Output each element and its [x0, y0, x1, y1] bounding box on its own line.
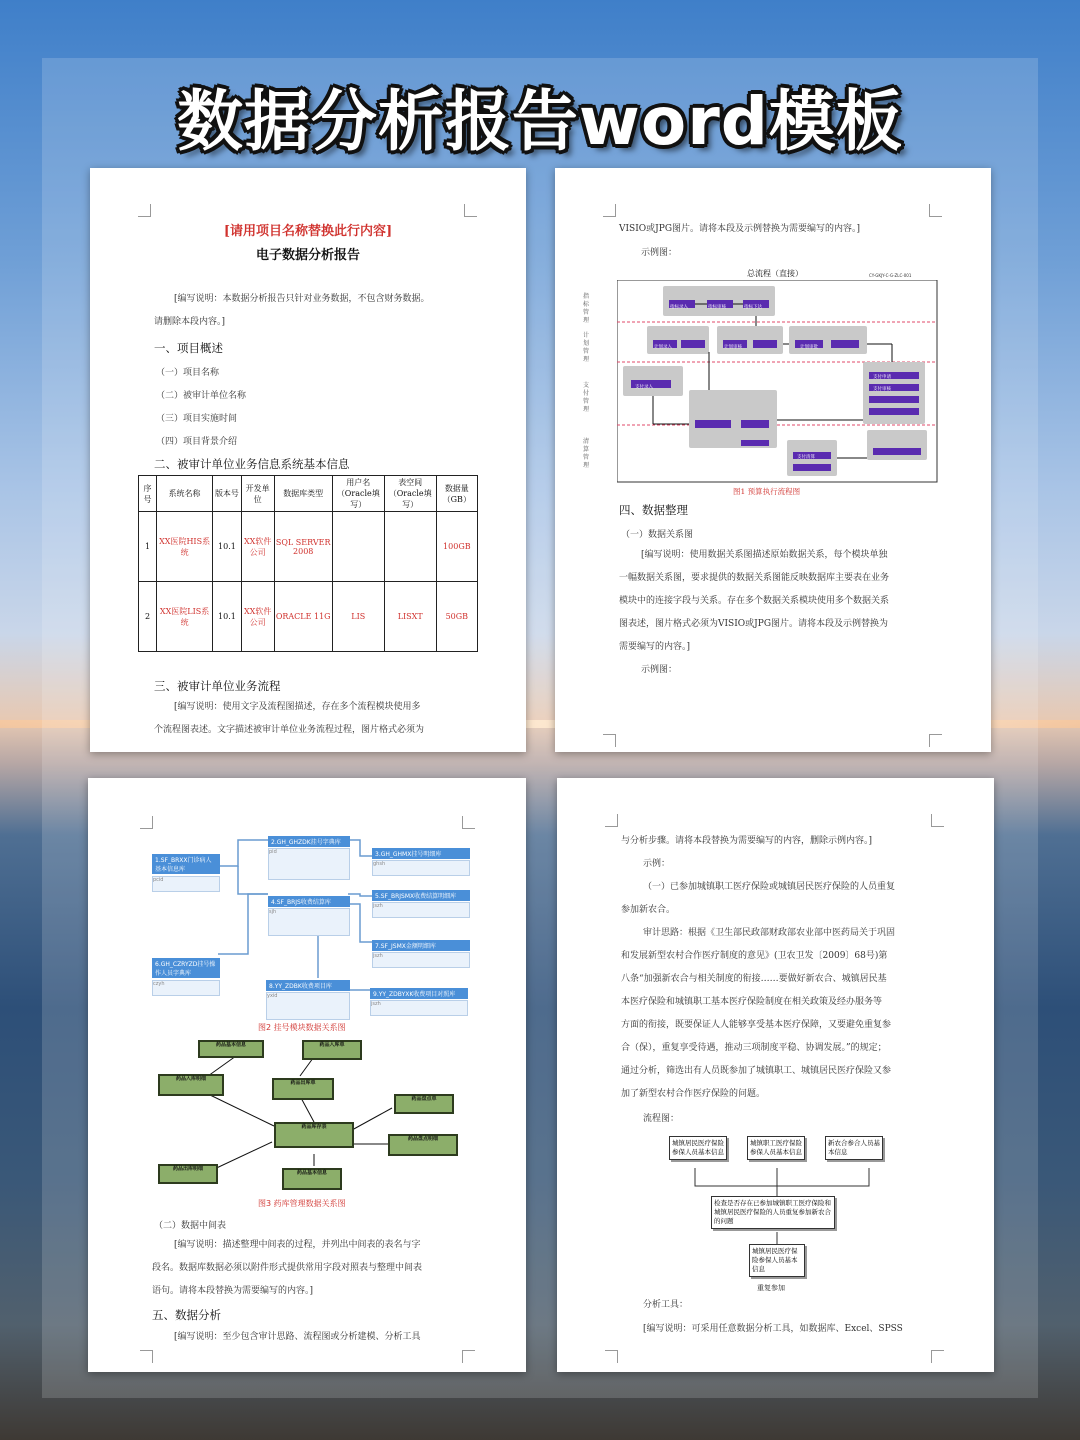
cell: 2 — [139, 582, 157, 652]
er-table-body — [152, 876, 220, 892]
item-2: （二）被审计单位名称 — [156, 391, 247, 401]
flowchart-label: 流程图： — [643, 1114, 680, 1124]
flow-box: 指标审核 — [708, 305, 726, 310]
pharmacy-table: 药品基本信息 — [198, 1040, 264, 1058]
note-4-line: 图表述，图片格式必须为VISIO或JPG图片。请将本段及示例替换为 — [619, 619, 889, 629]
er-table-header: 3.GH_GHMX挂号明细库 — [372, 848, 470, 859]
er-field: pid — [269, 849, 277, 855]
para-line: 合（保），重复享受待遇，推动三项制度平稳、协调发展。”的规定； — [621, 1043, 887, 1053]
section-4-heading: 四、数据整理 — [619, 503, 688, 517]
flow-code: CY-GKJY-C-G-ZLC-001 — [869, 273, 912, 278]
er-field: jszh — [371, 1001, 381, 1007]
crop-mark — [931, 1350, 944, 1363]
th-data-size: 数据量（GB） — [436, 476, 477, 512]
note-4-line: [编写说明：使用数据关系图描述原始数据关系，每个模块单独 — [641, 550, 888, 560]
er-table-body — [372, 952, 470, 968]
cell: SQL SERVER 2008 — [274, 512, 332, 582]
er-table-header: 4.SF_BRJS收费结算库 — [268, 896, 350, 907]
crop-mark — [464, 204, 477, 217]
cell — [384, 512, 436, 582]
item-1: （一）项目名称 — [156, 368, 220, 378]
example-label: 示例图： — [641, 665, 678, 675]
note-1b: 请删除本段内容。] — [154, 317, 226, 327]
note-1: [编写说明：本数据分析报告只针对业务数据，不包含财务数据。 — [174, 294, 430, 304]
para-line: 本医疗保险和城镇职工基本医疗保险制度在相关政策及经办服务等 — [621, 997, 883, 1007]
pharmacy-table: 药品盘点单 — [394, 1094, 454, 1114]
note-line: 语句。请将本段替换为需要编写的内容。] — [152, 1286, 314, 1296]
th-developer: 开发单位 — [241, 476, 274, 512]
flow-box: 支付清算 — [797, 455, 815, 460]
pharmacy-table: 药品入库单 — [302, 1040, 362, 1060]
er-field: sjh — [269, 909, 277, 915]
section-1-heading: 一、项目概述 — [154, 341, 223, 355]
tools-note: [编写说明：可采用任意数据分析工具，如数据库、Excel、SPSS — [643, 1324, 903, 1334]
er-table-body — [266, 992, 350, 1020]
crop-mark — [603, 734, 616, 747]
figure-2-caption: 图2 挂号模块数据关系图 — [258, 1023, 346, 1032]
lane-label: 指标管理 — [583, 293, 590, 324]
flow-box: 指标录入 — [670, 305, 688, 310]
pharmacy-table: 药品入库明细 — [158, 1074, 224, 1096]
lane-label: 支付管理 — [583, 382, 590, 413]
note-4-line: 模块中的连接字段与关系。存在多个数据关系模块使用多个数据关系 — [619, 596, 890, 606]
flow-title: 总流程（直接） — [747, 269, 803, 278]
example-item: 参加新农合。 — [621, 905, 676, 915]
flow-box: 检查是否存在已参加城镇职工医疗保险和城镇居民医疗保险的人员重复参加新农合的问题 — [711, 1196, 835, 1229]
note-3b: 个流程图表述。文字描述被审计单位业务流程过程，图片格式必须为 — [154, 725, 425, 735]
er-table-header: 7.SF_JSMX金额明细库 — [372, 940, 470, 951]
flow-box: 支付录入 — [635, 385, 653, 390]
er-table-body — [372, 902, 470, 918]
pharmacy-table: 药品出库明细 — [158, 1164, 218, 1184]
poster-title: 数据分析报告word模板 — [176, 83, 904, 160]
crop-mark — [929, 734, 942, 747]
flow-box: 新农合参合人员基本信息 — [825, 1136, 883, 1160]
header-project-name: [请用项目名称替换此行内容] — [223, 224, 393, 239]
figure-1-caption: 图1 预算执行流程图 — [733, 487, 801, 496]
report-title: 电子数据分析报告 — [255, 248, 360, 263]
cell — [332, 512, 384, 582]
er-field: czyh — [153, 981, 165, 987]
cell: XX医院LIS系统 — [157, 582, 213, 652]
cell: 1 — [139, 512, 157, 582]
er-table-header: 8.YY_ZDBK收费项目库 — [266, 980, 350, 991]
er-table-body — [268, 848, 350, 880]
th-system-name: 系统名称 — [157, 476, 213, 512]
crop-mark — [931, 814, 944, 827]
example-item: （一）已参加城镇职工医疗保险或城镇居民医疗保险的人员重复 — [643, 882, 896, 892]
cell: LIS — [332, 582, 384, 652]
document-page-4 — [557, 778, 994, 1372]
er-field: jszh — [373, 903, 383, 909]
subsection-2: （二）数据中间表 — [154, 1221, 227, 1231]
flow-box: 城镇职工医疗保险参保人员基本信息 — [747, 1136, 805, 1160]
section-2-heading: 二、被审计单位业务信息系统基本信息 — [154, 457, 350, 471]
flow-box: 计划录入 — [654, 345, 672, 350]
table-row — [139, 512, 478, 582]
para-line: 审计思路：根据《卫生部民政部财政部农业部中医药局关于巩固 — [643, 928, 896, 938]
flow-box: 指标下达 — [744, 305, 762, 310]
note-line: [编写说明：描述整理中间表的过程，并列出中间表的表名与字 — [174, 1240, 421, 1250]
er-field: yxid — [267, 993, 278, 999]
crop-mark — [140, 1350, 153, 1363]
system-info-table — [138, 475, 478, 652]
er-table-header: 1.SF_BRXX门诊病人基本信息库 — [152, 854, 220, 874]
th-seq: 序号 — [139, 476, 157, 512]
flow-box: 支付申请 — [873, 375, 891, 380]
crop-mark — [138, 204, 151, 217]
para-line: 方面的衔接，既要保证人人能够享受基本医疗保障，又要避免重复参 — [621, 1020, 892, 1030]
th-username: 用户名（Oracle填写） — [332, 476, 384, 512]
er-table-header: 6.GH_CZRYZD挂号操作人员字典库 — [152, 958, 220, 978]
section-5-heading: 五、数据分析 — [152, 1308, 221, 1322]
document-page-2 — [555, 168, 991, 752]
flow-box: 计划审批 — [800, 345, 818, 350]
continued-note: 与分析步骤。请将本段替换为需要编写的内容，删除示例内容。] — [621, 836, 873, 846]
cell: 10.1 — [213, 582, 242, 652]
th-tablespace: 表空间（Oracle填写） — [384, 476, 436, 512]
example-label: 示例图： — [641, 248, 678, 258]
document-page-3 — [88, 778, 526, 1372]
table-header-row — [139, 476, 478, 512]
cell: 10.1 — [213, 512, 242, 582]
para-line: 加了新型农村合作医疗保险的问题。 — [621, 1089, 766, 1099]
cell: ORACLE 11G — [274, 582, 332, 652]
er-table-header: 9.YY_ZDBYXK收费项目对照库 — [370, 988, 468, 999]
crop-mark — [605, 814, 618, 827]
er-field: jszh — [373, 953, 383, 959]
lane-label: 计划管理 — [583, 332, 590, 363]
section-3-heading: 三、被审计单位业务流程 — [154, 679, 281, 693]
item-3: （三）项目实施时间 — [156, 414, 238, 424]
subsection-1: （一）数据关系图 — [621, 530, 694, 540]
figure-3-caption: 图3 药库管理数据关系图 — [258, 1199, 346, 1208]
note-4-line: 一幅数据关系图，要求提供的数据关系图能反映数据库主要表在业务 — [619, 573, 890, 583]
cell: LISXT — [384, 582, 436, 652]
crop-mark — [462, 1350, 475, 1363]
pharmacy-table: 药品盘点明细 — [388, 1134, 458, 1156]
pharmacy-table: 药品出库单 — [272, 1078, 334, 1100]
er-table-header: 5.SF_BRJSMX收费结算明细库 — [372, 890, 470, 901]
er-field: ghsh — [373, 861, 386, 867]
budget-flowchart — [617, 280, 939, 484]
tools-label: 分析工具： — [643, 1300, 689, 1310]
note-4-line: 需要编写的内容。] — [619, 642, 691, 652]
note-3a: [编写说明：使用文字及流程图描述，存在多个流程模块使用多 — [174, 702, 421, 712]
para-line: 和发展新型农村合作医疗制度的意见》(卫农卫发〔2009〕68号)第 — [621, 951, 888, 961]
er-table-body — [268, 908, 350, 936]
pharmacy-table: 药品库存表 — [274, 1122, 354, 1148]
flow-box: 城镇居民医疗保险参保人员基本信息 — [749, 1244, 805, 1277]
example-label: 示例： — [643, 859, 671, 869]
crop-mark — [929, 204, 942, 217]
lane-label: 清算管理 — [583, 438, 590, 469]
continued-note: VISIO或JPG图片。请将本段及示例替换为需要编写的内容。] — [619, 224, 861, 234]
flow-box: 城镇居民医疗保险参保人员基本信息 — [669, 1136, 727, 1160]
cell: 100GB — [436, 512, 477, 582]
crop-mark — [605, 1350, 618, 1363]
document-page-1 — [90, 168, 526, 752]
table-row — [139, 582, 478, 652]
er-table-header: 2.GH_GHZDK挂号字典库 — [268, 836, 350, 847]
flow-box: 支付审核 — [873, 387, 891, 392]
th-db-type: 数据库类型 — [274, 476, 332, 512]
item-4: （四）项目背景介绍 — [156, 437, 238, 447]
para-line: 通过分析，筛选出有人员既参加了城镇职工、城镇居民医疗保险又参 — [621, 1066, 892, 1076]
er-field: pcid — [153, 877, 164, 883]
cell: XX医院HIS系统 — [157, 512, 213, 582]
note-line: 段名。数据库数据必须以附件形式提供常用字段对照表与整理中间表 — [152, 1263, 423, 1273]
th-version: 版本号 — [213, 476, 242, 512]
er-table-body — [370, 1000, 468, 1016]
er-table-body — [372, 860, 470, 876]
crop-mark — [603, 204, 616, 217]
note-5: [编写说明：至少包含审计思路、流程图或分析建模、分析工具 — [174, 1332, 421, 1342]
flow-result: 重复参加 — [757, 1284, 785, 1292]
pharmacy-table: 药品基本信息 — [282, 1168, 342, 1190]
er-table-body — [152, 980, 220, 996]
flow-box: 计划审核 — [724, 345, 742, 350]
cell: XX软件公司 — [241, 582, 274, 652]
cell: 50GB — [436, 582, 477, 652]
cell: XX软件公司 — [241, 512, 274, 582]
para-line: 八条“加强新农合与相关制度的衔接……要做好新农合、城镇居民基 — [621, 974, 887, 984]
